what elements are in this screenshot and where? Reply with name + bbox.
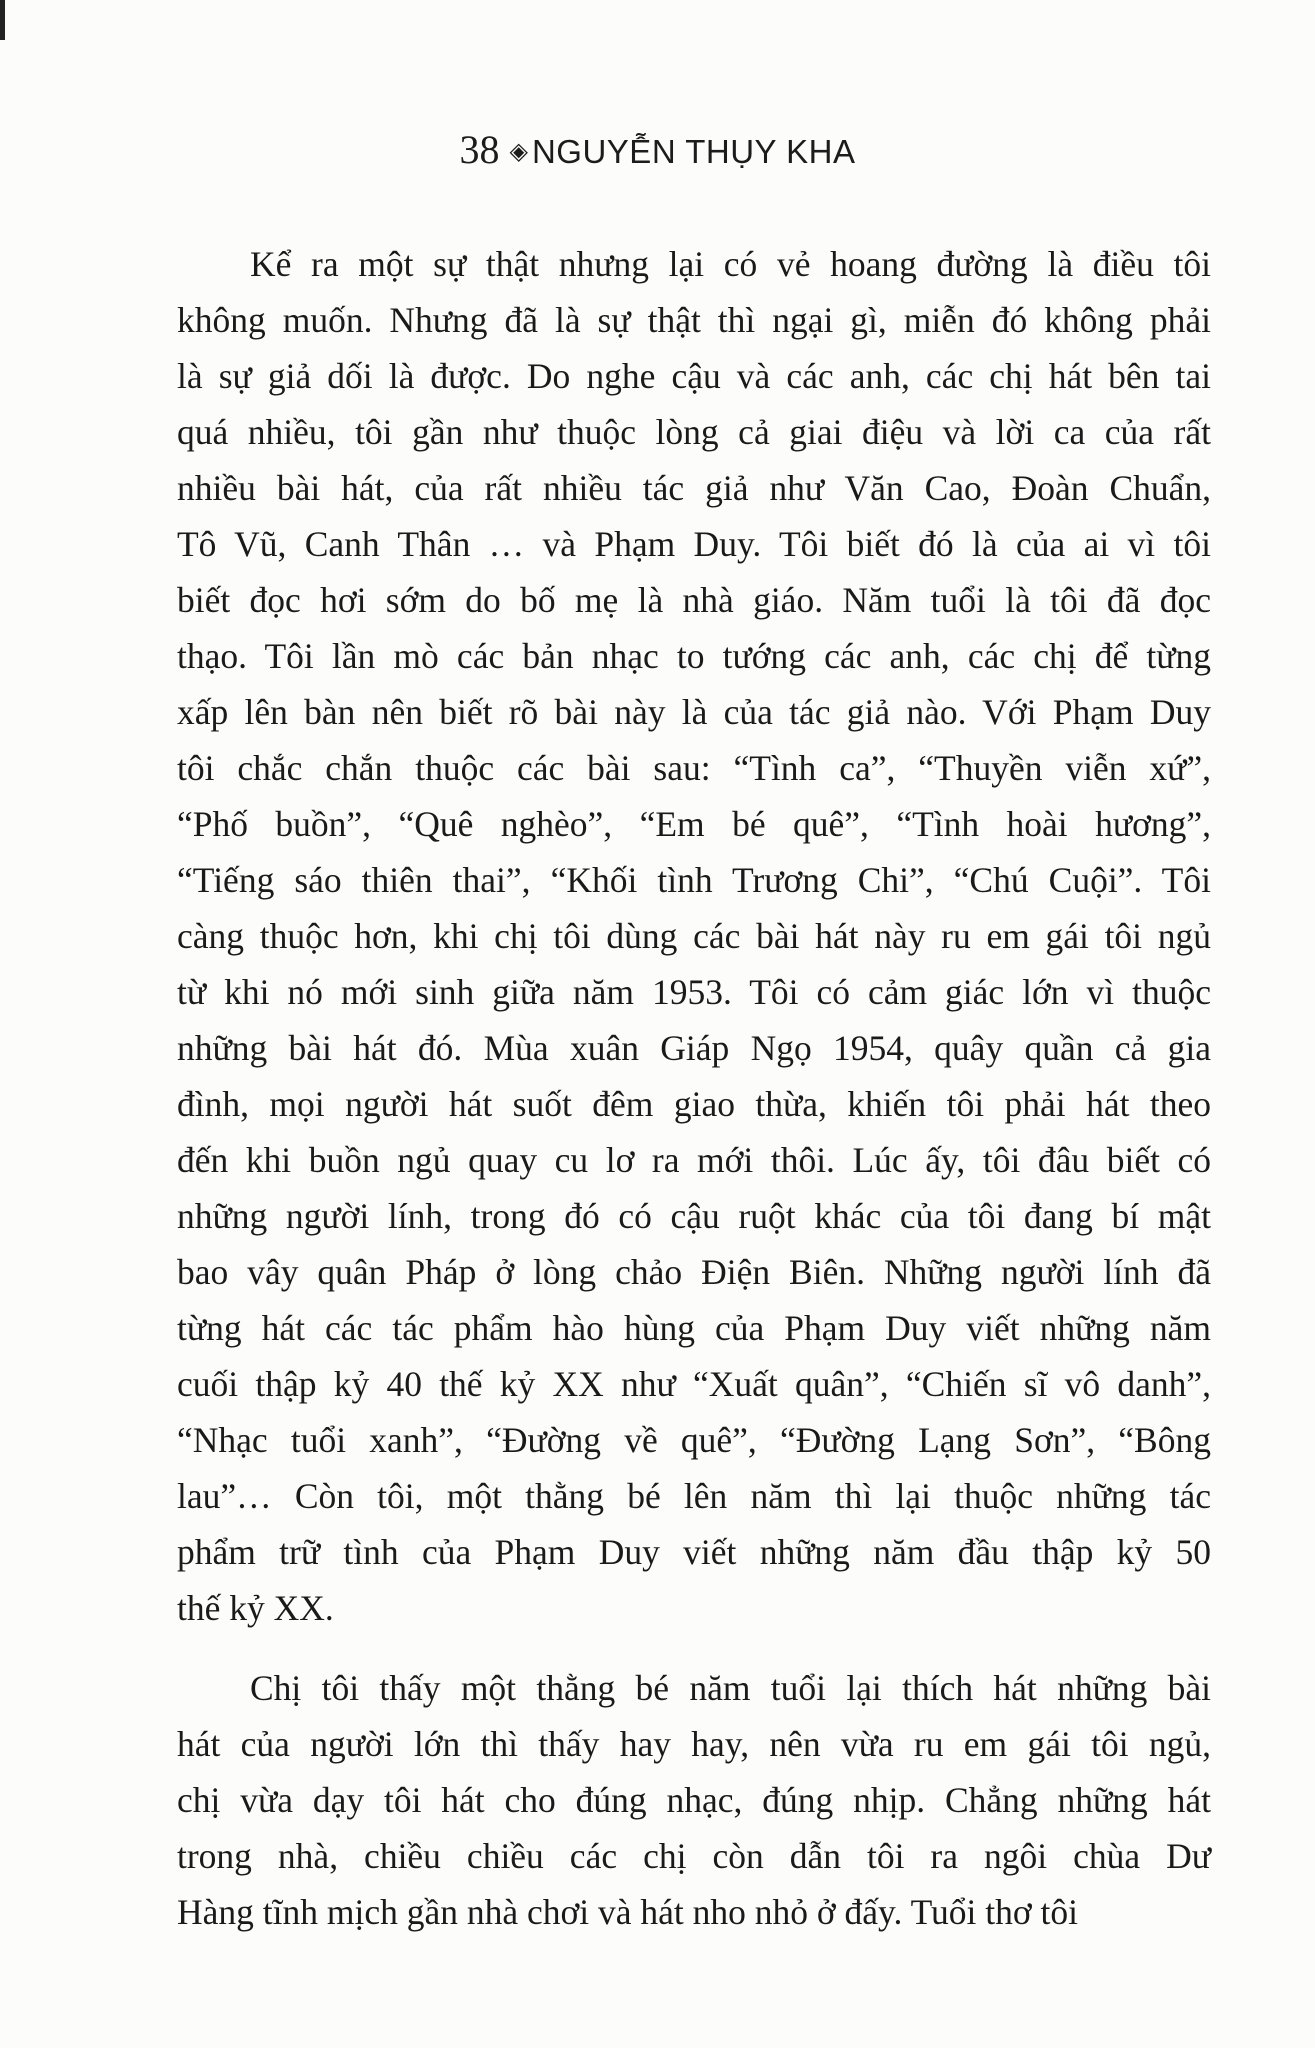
paragraph-2 <box>177 1660 1211 1940</box>
text-line: càng thuộc hơn, khi chị tôi dùng các bài hát này ru em gái tôi ngủ <box>177 916 1211 956</box>
text-line: từ khi nó mới sinh giữa năm 1953. Tôi có cảm giác lớn vì thuộc <box>177 972 1211 1012</box>
text-line: thế kỷ XX. <box>177 1588 334 1628</box>
page-number: 38 <box>459 127 500 172</box>
text-line: những bài hát đó. Mùa xuân Giáp Ngọ 1954, quây quần cả gia <box>177 1028 1211 1068</box>
text-line: đình, mọi người hát suốt đêm giao thừa, khiến tôi phải hát theo <box>177 1084 1211 1124</box>
text-line: bao vây quân Pháp ở lòng chảo Điện Biên. Những người lính đã <box>177 1252 1211 1292</box>
author-name: NGUYỄN THỤY KHA <box>531 133 856 170</box>
paragraph-gap <box>177 1636 1211 1660</box>
diamond-ornament-icon: ◈ <box>509 139 528 166</box>
text-line: quá nhiều, tôi gần như thuộc lòng cả giai điệu và lời ca của rất <box>177 412 1211 452</box>
text-line: từng hát các tác phẩm hào hùng của Phạm Duy viết những năm <box>177 1308 1211 1348</box>
text-line: lau”… Còn tôi, một thằng bé lên năm thì lại thuộc những tác <box>177 1476 1211 1516</box>
text-line: chị vừa dạy tôi hát cho đúng nhạc, đúng nhịp. Chẳng những hát <box>177 1780 1211 1820</box>
text-line: không muốn. Nhưng đã là sự thật thì ngại gì, miễn đó không phải <box>177 300 1211 340</box>
text-line: thạo. Tôi lần mò các bản nhạc to tướng các anh, các chị để từng <box>177 636 1211 676</box>
text-line: Tô Vũ, Canh Thân … và Phạm Duy. Tôi biết đó là của ai vì tôi <box>177 524 1211 564</box>
text-line: “Nhạc tuổi xanh”, “Đường về quê”, “Đường Lạng Sơn”, “Bông <box>177 1420 1211 1460</box>
text-line: cuối thập kỷ 40 thế kỷ XX như “Xuất quân”, “Chiến sĩ vô danh”, <box>177 1364 1211 1404</box>
text-line: xấp lên bàn nên biết rõ bài này là của tác giả nào. Với Phạm Duy <box>177 692 1211 732</box>
paragraph-1 <box>177 236 1211 1636</box>
text-line: hát của người lớn thì thấy hay hay, nên vừa ru em gái tôi ngủ, <box>177 1724 1211 1764</box>
running-header <box>0 126 1315 173</box>
text-line: Hàng tĩnh mịch gần nhà chơi và hát nho nhỏ ở đấy. Tuổi thơ tôi <box>177 1892 1079 1932</box>
text-line: nhiều bài hát, của rất nhiều tác giả như Văn Cao, Đoàn Chuẩn, <box>177 468 1211 508</box>
text-line: phẩm trữ tình của Phạm Duy viết những năm đầu thập kỷ 50 <box>177 1532 1211 1572</box>
text-line: Chị tôi thấy một thằng bé năm tuổi lại thích hát những bài <box>250 1668 1211 1708</box>
text-line: là sự giả dối là được. Do nghe cậu và các anh, các chị hát bên tai <box>177 356 1211 396</box>
text-line: những người lính, trong đó có cậu ruột khác của tôi đang bí mật <box>177 1196 1211 1236</box>
text-line: “Phố buồn”, “Quê nghèo”, “Em bé quê”, “Tình hoài hương”, <box>177 804 1211 844</box>
text-line: biết đọc hơi sớm do bố mẹ là nhà giáo. Năm tuổi là tôi đã đọc <box>177 580 1211 620</box>
scan-edge-mark <box>0 0 5 40</box>
text-line: Kể ra một sự thật nhưng lại có vẻ hoang đường là điều tôi <box>250 244 1211 284</box>
text-line: đến khi buồn ngủ quay cu lơ ra mới thôi. Lúc ấy, tôi đâu biết có <box>177 1140 1211 1180</box>
text-line: tôi chắc chắn thuộc các bài sau: “Tình ca”, “Thuyền viễn xứ”, <box>177 748 1211 788</box>
body-text <box>177 236 1211 1940</box>
text-line: trong nhà, chiều chiều các chị còn dẫn tôi ra ngôi chùa Dư <box>177 1836 1211 1876</box>
text-line: “Tiếng sáo thiên thai”, “Khối tình Trương Chi”, “Chú Cuội”. Tôi <box>177 860 1211 900</box>
